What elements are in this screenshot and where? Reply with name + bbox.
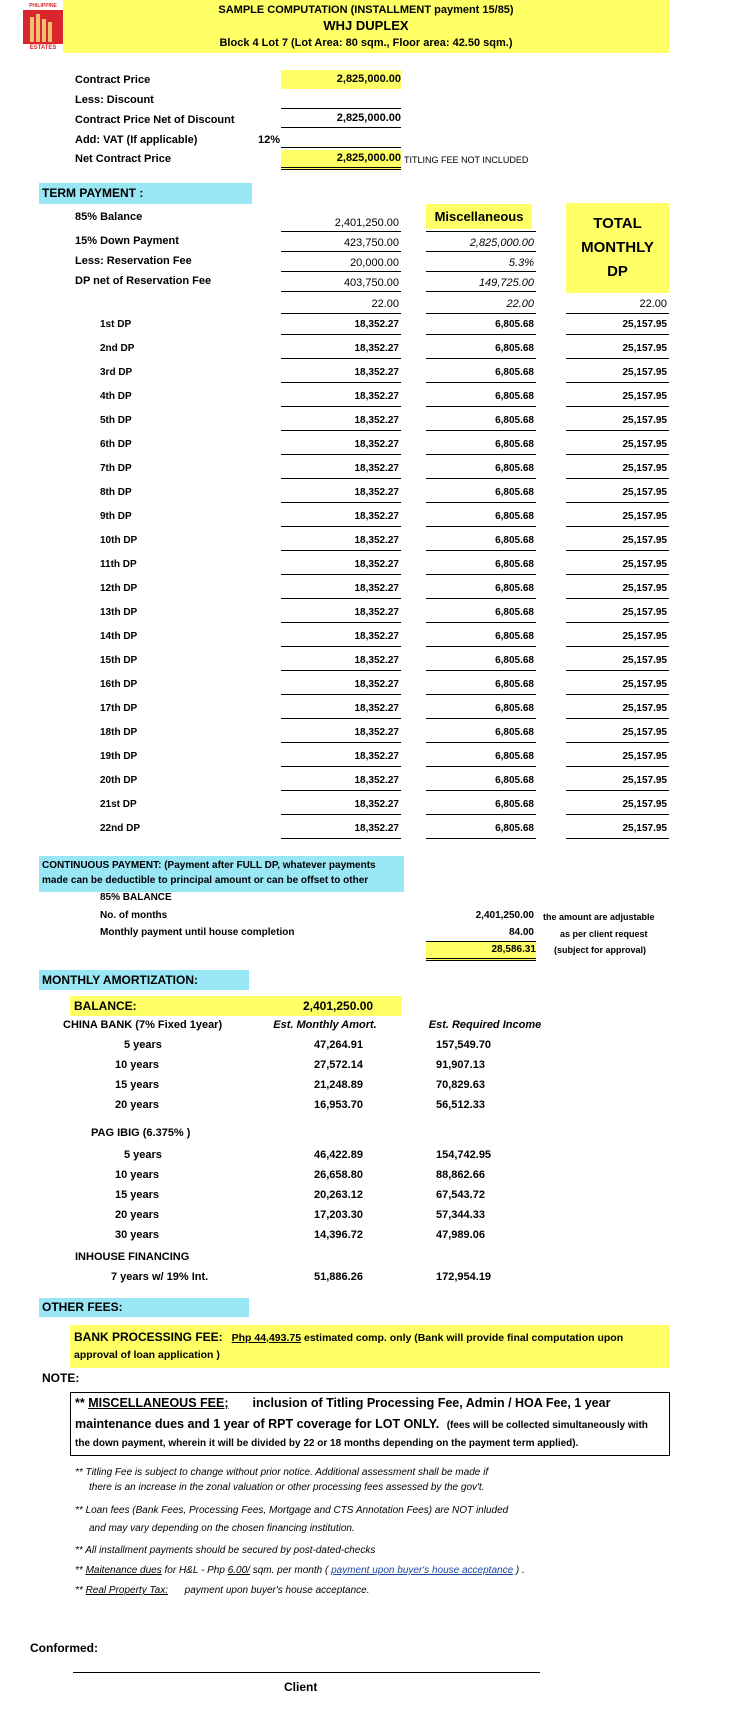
dp-row-line xyxy=(281,766,401,767)
dp-row-amount: 18,352.27 xyxy=(354,367,399,378)
continuous-months-label: No. of months xyxy=(100,910,168,921)
total-header-line3: DP xyxy=(607,263,628,280)
footnote-maintenance-end: ) . xyxy=(513,1565,525,1576)
total-header-line2: MONTHLY xyxy=(581,239,654,256)
dp-row-misc: 6,805.68 xyxy=(495,703,534,714)
misc-row-line xyxy=(426,838,536,839)
misc-column-header: Miscellaneous xyxy=(426,204,532,229)
total-row-line xyxy=(566,406,669,407)
rpt-text: payment upon buyer's house acceptance. xyxy=(168,1585,370,1596)
misc-fee-text-4: the down payment, wherein it will be divided by 22 or 18 months depending on the payment term applied). xyxy=(75,1438,579,1449)
logo-top-text: PHILIPPINE xyxy=(29,3,57,9)
misc-row-line xyxy=(426,694,536,695)
dp-row-label: 7th DP xyxy=(100,463,132,474)
misc-fee-text-3: (fees will be collected simultaneously with xyxy=(446,1420,648,1431)
dp-row-label: 15th DP xyxy=(100,655,138,666)
dp-row-total: 25,157.95 xyxy=(622,679,667,690)
net-contract-label: Net Contract Price xyxy=(75,153,171,165)
maintenance-dues-text: Maitenance dues xyxy=(85,1565,162,1576)
discount-underline xyxy=(281,108,401,109)
misc-row-line xyxy=(426,646,536,647)
vat-rate: 12% xyxy=(258,134,281,146)
reservation-value: 20,000.00 xyxy=(350,257,399,269)
total-row-line xyxy=(566,694,669,695)
total-row-line xyxy=(566,814,669,815)
dp-row-amount: 18,352.27 xyxy=(354,631,399,642)
misc-fee-text-2: maintenance dues and 1 year of RPT coverage for LOT ONLY. xyxy=(75,1417,440,1431)
dp-row-misc: 6,805.68 xyxy=(495,751,534,762)
misc-header-underline xyxy=(426,231,536,232)
total-row-line xyxy=(566,382,669,383)
total-row-line xyxy=(566,526,669,527)
misc-fee-prefix: ** xyxy=(75,1396,89,1410)
dp-row-amount: 18,352.27 xyxy=(354,415,399,426)
dp-row-line xyxy=(281,646,401,647)
total-row-line xyxy=(566,718,669,719)
dp-net-underline xyxy=(281,291,401,292)
misc-fee-note-box xyxy=(70,1392,670,1456)
total-row-line xyxy=(566,358,669,359)
china-bank-term: 5 years xyxy=(124,1039,162,1051)
continuous-payment-header xyxy=(39,856,404,892)
footnote-loan-a: ** Loan fees (Bank Fees, Processing Fees, Mortgage and CTS Annotation Fees) are NOT inluded xyxy=(75,1505,509,1516)
misc-row-line xyxy=(426,358,536,359)
misc-row-line xyxy=(426,718,536,719)
unit-description: Block 4 Lot 7 (Lot Area: 80 sqm., Floor area: 42.50 sqm.) xyxy=(219,37,513,49)
dp-row-amount: 18,352.27 xyxy=(354,583,399,594)
footnote-pdc: ** All installment payments should be secured by post-dated-checks xyxy=(75,1545,376,1556)
dp-row-line xyxy=(281,814,401,815)
dp-row-misc: 6,805.68 xyxy=(495,823,534,834)
dp-row-line xyxy=(281,742,401,743)
total-row-line xyxy=(566,790,669,791)
bank-fee-note-1: estimated comp. only (Bank will provide final computation upon xyxy=(301,1332,624,1344)
dp-row-label: 18th DP xyxy=(100,727,138,738)
misc-row-line xyxy=(426,478,536,479)
dp-row-amount: 18,352.27 xyxy=(354,319,399,330)
dp-row-line xyxy=(281,334,401,335)
misc-row-line xyxy=(426,406,536,407)
china-bank-monthly: 16,953.70 xyxy=(314,1099,363,1111)
dp-row-amount: 18,352.27 xyxy=(354,487,399,498)
footnote-loan-b: and may vary depending on the chosen financing institution. xyxy=(89,1523,355,1534)
logo-mark xyxy=(22,10,64,44)
dp-row-line xyxy=(281,430,401,431)
dp-row-total: 25,157.95 xyxy=(622,487,667,498)
pagibig-term: 20 years xyxy=(115,1209,160,1221)
dp-row-misc: 6,805.68 xyxy=(495,511,534,522)
dp-row-label: 22nd DP xyxy=(100,823,141,834)
dp-row-line xyxy=(281,598,401,599)
reservation-underline xyxy=(281,271,401,272)
continuous-monthly-value: 28,586.31 xyxy=(426,942,536,961)
footnote-rpt-prefix: ** xyxy=(75,1585,86,1596)
dp-row-label: 11th DP xyxy=(100,559,137,570)
dp-row-total: 25,157.95 xyxy=(622,799,667,810)
dp-row-total: 25,157.95 xyxy=(622,727,667,738)
pagibig-monthly: 20,263.12 xyxy=(314,1189,363,1201)
total-row-line xyxy=(566,502,669,503)
dp-row-line xyxy=(281,790,401,791)
dp-row-misc: 6,805.68 xyxy=(495,607,534,618)
dp-row-amount: 18,352.27 xyxy=(354,799,399,810)
dp-row-amount: 18,352.27 xyxy=(354,607,399,618)
dp-months-line xyxy=(281,313,401,314)
pagibig-term: 30 years xyxy=(115,1229,160,1241)
dp-row-label: 5th DP xyxy=(100,415,132,426)
misc-fee-text-1: inclusion of Titling Processing Fee, Admin / HOA Fee, 1 year xyxy=(252,1396,611,1410)
total-row-line xyxy=(566,742,669,743)
dp-row-misc: 6,805.68 xyxy=(495,679,534,690)
dp-row-total: 25,157.95 xyxy=(622,391,667,402)
misc-base: 2,825,000.00 xyxy=(469,237,534,249)
net-of-discount-label: Contract Price Net of Discount xyxy=(75,114,235,126)
misc-total: 149,725.00 xyxy=(478,277,534,289)
titling-fee-note: TITLING FEE NOT INCLUDED xyxy=(404,155,529,165)
vat-label: Add: VAT (If applicable) xyxy=(75,134,198,146)
china-bank-monthly: 27,572.14 xyxy=(314,1059,363,1071)
continuous-months-value: 84.00 xyxy=(508,927,534,938)
dp-row-label: 8th DP xyxy=(100,487,132,498)
logo-bottom-text: ESTATES xyxy=(29,45,57,51)
pagibig-term: 15 years xyxy=(115,1189,160,1201)
pagibig-term: 10 years xyxy=(115,1169,160,1181)
dp-row-misc: 6,805.68 xyxy=(495,799,534,810)
dp-row-amount: 18,352.27 xyxy=(354,463,399,474)
footnote-maintenance-mid2: sqm. per month ( xyxy=(249,1565,332,1576)
dp-underline xyxy=(281,251,401,252)
china-bank-monthly: 47,264.91 xyxy=(314,1039,363,1051)
inhouse-monthly: 51,886.26 xyxy=(314,1271,363,1283)
total-row-line xyxy=(566,598,669,599)
dp-row-line xyxy=(281,406,401,407)
dp-row-label: 2nd DP xyxy=(100,343,135,354)
misc-row-line xyxy=(426,574,536,575)
net-discount-underline xyxy=(281,127,401,128)
dp-row-misc: 6,805.68 xyxy=(495,463,534,474)
misc-fee-title: MISCELLANEOUS FEE; xyxy=(88,1396,229,1410)
amort-balance-label: BALANCE: xyxy=(74,999,137,1013)
dp-row-line xyxy=(281,478,401,479)
footnote-titling-a: ** Titling Fee is subject to change without prior notice. Additional assessment shall be made if xyxy=(75,1467,489,1478)
dp-row-amount: 18,352.27 xyxy=(354,655,399,666)
header-banner xyxy=(63,0,669,53)
dp-row-line xyxy=(281,526,401,527)
dp-row-line xyxy=(281,718,401,719)
dp-row-total: 25,157.95 xyxy=(622,631,667,642)
dp-row-amount: 18,352.27 xyxy=(354,535,399,546)
misc-row-line xyxy=(426,790,536,791)
misc-rate-underline xyxy=(426,271,536,272)
bank-fee-label: BANK PROCESSING FEE: xyxy=(74,1330,223,1344)
dp-row-label: 12th DP xyxy=(100,583,138,594)
dp-row-label: 10th DP xyxy=(100,535,138,546)
dp-row-line xyxy=(281,550,401,551)
monthly-amortization-header: MONTHLY AMORTIZATION: xyxy=(39,970,249,990)
total-row-line xyxy=(566,622,669,623)
dp-row-line xyxy=(281,502,401,503)
dp-row-total: 25,157.95 xyxy=(622,775,667,786)
reservation-label: Less: Reservation Fee xyxy=(75,255,192,267)
dp-row-line xyxy=(281,670,401,671)
dp-row-label: 4th DP xyxy=(100,391,132,402)
pagibig-income: 154,742.95 xyxy=(436,1149,492,1161)
misc-months: 22.00 xyxy=(506,298,534,310)
misc-months-line xyxy=(426,313,536,314)
est-income-header: Est. Required Income xyxy=(428,1019,542,1031)
pagibig-monthly: 17,203.30 xyxy=(314,1209,363,1221)
dp-row-total: 25,157.95 xyxy=(622,367,667,378)
total-row-line xyxy=(566,646,669,647)
dp-row-label: 16th DP xyxy=(100,679,138,690)
company-logo xyxy=(22,3,64,53)
dp-row-total: 25,157.95 xyxy=(622,703,667,714)
conformed-label: Conformed: xyxy=(30,1641,98,1655)
bank-fee-line1 xyxy=(74,1330,623,1344)
balance-85-label: 85% Balance xyxy=(75,211,143,223)
dp-row-misc: 6,805.68 xyxy=(495,439,534,450)
dp-row-misc: 6,805.68 xyxy=(495,559,534,570)
dp-row-label: 3rd DP xyxy=(100,367,133,378)
inhouse-income: 172,954.19 xyxy=(436,1271,492,1283)
china-bank-term: 20 years xyxy=(115,1099,160,1111)
pagibig-monthly: 46,422.89 xyxy=(314,1149,363,1161)
misc-row-line xyxy=(426,430,536,431)
total-row-line xyxy=(566,766,669,767)
note-label: NOTE: xyxy=(42,1371,80,1385)
dp-row-label: 21st DP xyxy=(100,799,137,810)
misc-row-line xyxy=(426,526,536,527)
misc-row-line xyxy=(426,742,536,743)
total-monthly-dp-header xyxy=(566,203,669,293)
dp-row-total: 25,157.95 xyxy=(622,751,667,762)
total-row-line xyxy=(566,454,669,455)
adjustable-note-2: as per client request xyxy=(560,929,648,939)
dp-months: 22.00 xyxy=(371,298,399,310)
total-months: 22.00 xyxy=(639,298,667,310)
dp-row-label: 6th DP xyxy=(100,439,132,450)
total-row-line xyxy=(566,478,669,479)
total-row-line xyxy=(566,430,669,431)
misc-row-line xyxy=(426,502,536,503)
dp-row-line xyxy=(281,838,401,839)
dp-row-total: 25,157.95 xyxy=(622,559,667,570)
dp-row-misc: 6,805.68 xyxy=(495,631,534,642)
misc-row-line xyxy=(426,550,536,551)
dp-row-line xyxy=(281,574,401,575)
dp-row-misc: 6,805.68 xyxy=(495,655,534,666)
dp-row-total: 25,157.95 xyxy=(622,607,667,618)
misc-fee-line2 xyxy=(75,1417,648,1431)
dp-row-label: 1st DP xyxy=(100,319,132,330)
dp-row-line xyxy=(281,358,401,359)
down-payment-value: 423,750.00 xyxy=(343,237,399,249)
china-bank-income: 70,829.63 xyxy=(436,1079,485,1091)
total-row-line xyxy=(566,550,669,551)
footnote-titling-b: there is an increase in the zonal valuation or other processing fees assessed by the gov't. xyxy=(89,1482,485,1493)
pagibig-income: 67,543.72 xyxy=(436,1189,485,1201)
total-row-line xyxy=(566,574,669,575)
dp-row-line xyxy=(281,694,401,695)
vat-underline xyxy=(281,147,401,148)
dp-row-total: 25,157.95 xyxy=(622,535,667,546)
adjustable-note-3: (subject for approval) xyxy=(554,945,647,955)
est-monthly-header: Est. Monthly Amort. xyxy=(273,1019,377,1031)
header-title: SAMPLE COMPUTATION (INSTALLMENT payment 15/85) xyxy=(218,4,514,16)
contract-price-value: 2,825,000.00 xyxy=(281,70,401,89)
pagibig-income: 57,344.33 xyxy=(436,1209,485,1221)
dp-row-amount: 18,352.27 xyxy=(354,559,399,570)
dp-row-misc: 6,805.68 xyxy=(495,727,534,738)
pagibig-income: 88,862.66 xyxy=(436,1169,485,1181)
inhouse-term: 7 years w/ 19% Int. xyxy=(111,1271,209,1283)
dp-row-misc: 6,805.68 xyxy=(495,775,534,786)
misc-total-underline xyxy=(426,291,536,292)
total-row-line xyxy=(566,334,669,335)
less-discount-label: Less: Discount xyxy=(75,94,154,106)
dp-row-amount: 18,352.27 xyxy=(354,823,399,834)
dp-row-label: 13th DP xyxy=(100,607,138,618)
dp-net-value: 403,750.00 xyxy=(343,277,399,289)
total-header-line1: TOTAL xyxy=(593,215,642,232)
dp-row-total: 25,157.95 xyxy=(622,319,667,330)
continuous-header-line2: made can be deductible to principal amount or can be offset to other xyxy=(42,875,369,886)
continuous-balance-value: 2,401,250.00 xyxy=(475,910,534,921)
dp-row-label: 20th DP xyxy=(100,775,138,786)
dp-row-label: 14th DP xyxy=(100,631,138,642)
dp-row-misc: 6,805.68 xyxy=(495,391,534,402)
china-bank-income: 91,907.13 xyxy=(436,1059,485,1071)
pagibig-income: 47,989.06 xyxy=(436,1229,485,1241)
misc-row-line xyxy=(426,766,536,767)
dp-row-total: 25,157.95 xyxy=(622,823,667,834)
balance-85-value: 2,401,250.00 xyxy=(334,217,399,229)
dp-row-amount: 18,352.27 xyxy=(354,391,399,402)
footnote-maintenance-prefix: ** xyxy=(75,1565,86,1576)
balance-underline xyxy=(281,231,401,232)
pagibig-monthly: 26,658.80 xyxy=(314,1169,363,1181)
dp-row-misc: 6,805.68 xyxy=(495,343,534,354)
bank-fee-note-2: approval of loan application ) xyxy=(74,1349,220,1361)
misc-fee-line1 xyxy=(75,1396,610,1410)
maintenance-rate: 6.00/ xyxy=(227,1565,250,1576)
dp-row-total: 25,157.95 xyxy=(622,511,667,522)
pagibig-label: PAG IBIG (6.375% ) xyxy=(91,1127,191,1139)
dp-row-label: 19th DP xyxy=(100,751,138,762)
pagibig-term: 5 years xyxy=(124,1149,162,1161)
dp-row-total: 25,157.95 xyxy=(622,463,667,474)
bank-fee-amount: Php 44,493.75 xyxy=(231,1332,302,1344)
misc-rate: 5.3% xyxy=(508,257,534,269)
pagibig-monthly: 14,396.72 xyxy=(314,1229,363,1241)
dp-row-amount: 18,352.27 xyxy=(354,511,399,522)
dp-row-misc: 6,805.68 xyxy=(495,535,534,546)
continuous-header-line1: CONTINUOUS PAYMENT: (Payment after FULL DP, whatever payments xyxy=(42,860,376,871)
china-bank-term: 10 years xyxy=(115,1059,160,1071)
dp-row-misc: 6,805.68 xyxy=(495,319,534,330)
dp-row-amount: 18,352.27 xyxy=(354,439,399,450)
total-months-line xyxy=(566,313,669,314)
china-bank-income: 157,549.70 xyxy=(436,1039,492,1051)
client-label: Client xyxy=(284,1680,318,1694)
misc-row-line xyxy=(426,454,536,455)
continuous-balance-label: 85% BALANCE xyxy=(100,892,172,903)
dp-row-line xyxy=(281,454,401,455)
amort-balance-value: 2,401,250.00 xyxy=(303,999,374,1013)
dp-row-total: 25,157.95 xyxy=(622,655,667,666)
dp-row-label: 17th DP xyxy=(100,703,138,714)
dp-row-total: 25,157.95 xyxy=(622,583,667,594)
continuous-monthly-label: Monthly payment until house completion xyxy=(100,927,295,938)
china-bank-term: 15 years xyxy=(115,1079,160,1091)
dp-row-misc: 6,805.68 xyxy=(495,367,534,378)
dp-row-amount: 18,352.27 xyxy=(354,751,399,762)
dp-row-total: 25,157.95 xyxy=(622,439,667,450)
net-contract-value: 2,825,000.00 xyxy=(281,150,401,170)
china-bank-label: CHINA BANK (7% Fixed 1year) xyxy=(63,1019,223,1031)
rpt-label: Real Property Tax: xyxy=(85,1585,169,1596)
dp-row-amount: 18,352.27 xyxy=(354,679,399,690)
misc-row-line xyxy=(426,598,536,599)
total-row-line xyxy=(566,670,669,671)
dp-row-total: 25,157.95 xyxy=(622,415,667,426)
dp-row-misc: 6,805.68 xyxy=(495,415,534,426)
misc-row-line xyxy=(426,622,536,623)
dp-row-amount: 18,352.27 xyxy=(354,727,399,738)
misc-row-line xyxy=(426,382,536,383)
dp-row-line xyxy=(281,622,401,623)
dp-row-line xyxy=(281,382,401,383)
inhouse-label: INHOUSE FINANCING xyxy=(75,1251,190,1263)
dp-row-total: 25,157.95 xyxy=(622,343,667,354)
other-fees-header: OTHER FEES: xyxy=(39,1298,249,1317)
project-name: WHJ DUPLEX xyxy=(323,18,409,33)
dp-row-amount: 18,352.27 xyxy=(354,775,399,786)
footnote-maintenance-mid: for H&L - Php xyxy=(161,1565,228,1576)
china-bank-monthly: 21,248.89 xyxy=(314,1079,363,1091)
misc-row-line xyxy=(426,670,536,671)
contract-price-label: Contract Price xyxy=(75,74,151,86)
dp-row-amount: 18,352.27 xyxy=(354,343,399,354)
misc-row-line xyxy=(426,334,536,335)
dp-row-misc: 6,805.68 xyxy=(495,583,534,594)
signature-line xyxy=(73,1672,540,1673)
dp-row-label: 9th DP xyxy=(100,511,132,522)
term-payment-header: TERM PAYMENT : xyxy=(39,183,252,204)
misc-base-underline xyxy=(426,251,536,252)
total-row-line xyxy=(566,838,669,839)
dp-row-misc: 6,805.68 xyxy=(495,487,534,498)
footnote-maintenance xyxy=(75,1565,525,1576)
misc-row-line xyxy=(426,814,536,815)
dp-row-amount: 18,352.27 xyxy=(354,703,399,714)
adjustable-note-1: the amount are adjustable xyxy=(543,912,655,922)
payment-upon-acceptance-link[interactable]: payment upon buyer's house acceptance xyxy=(331,1565,514,1576)
dp-net-label: DP net of Reservation Fee xyxy=(75,275,212,287)
china-bank-income: 56,512.33 xyxy=(436,1099,485,1111)
down-payment-label: 15% Down Payment xyxy=(75,235,179,247)
footnote-rpt xyxy=(75,1585,370,1596)
net-of-discount-value: 2,825,000.00 xyxy=(336,112,401,124)
